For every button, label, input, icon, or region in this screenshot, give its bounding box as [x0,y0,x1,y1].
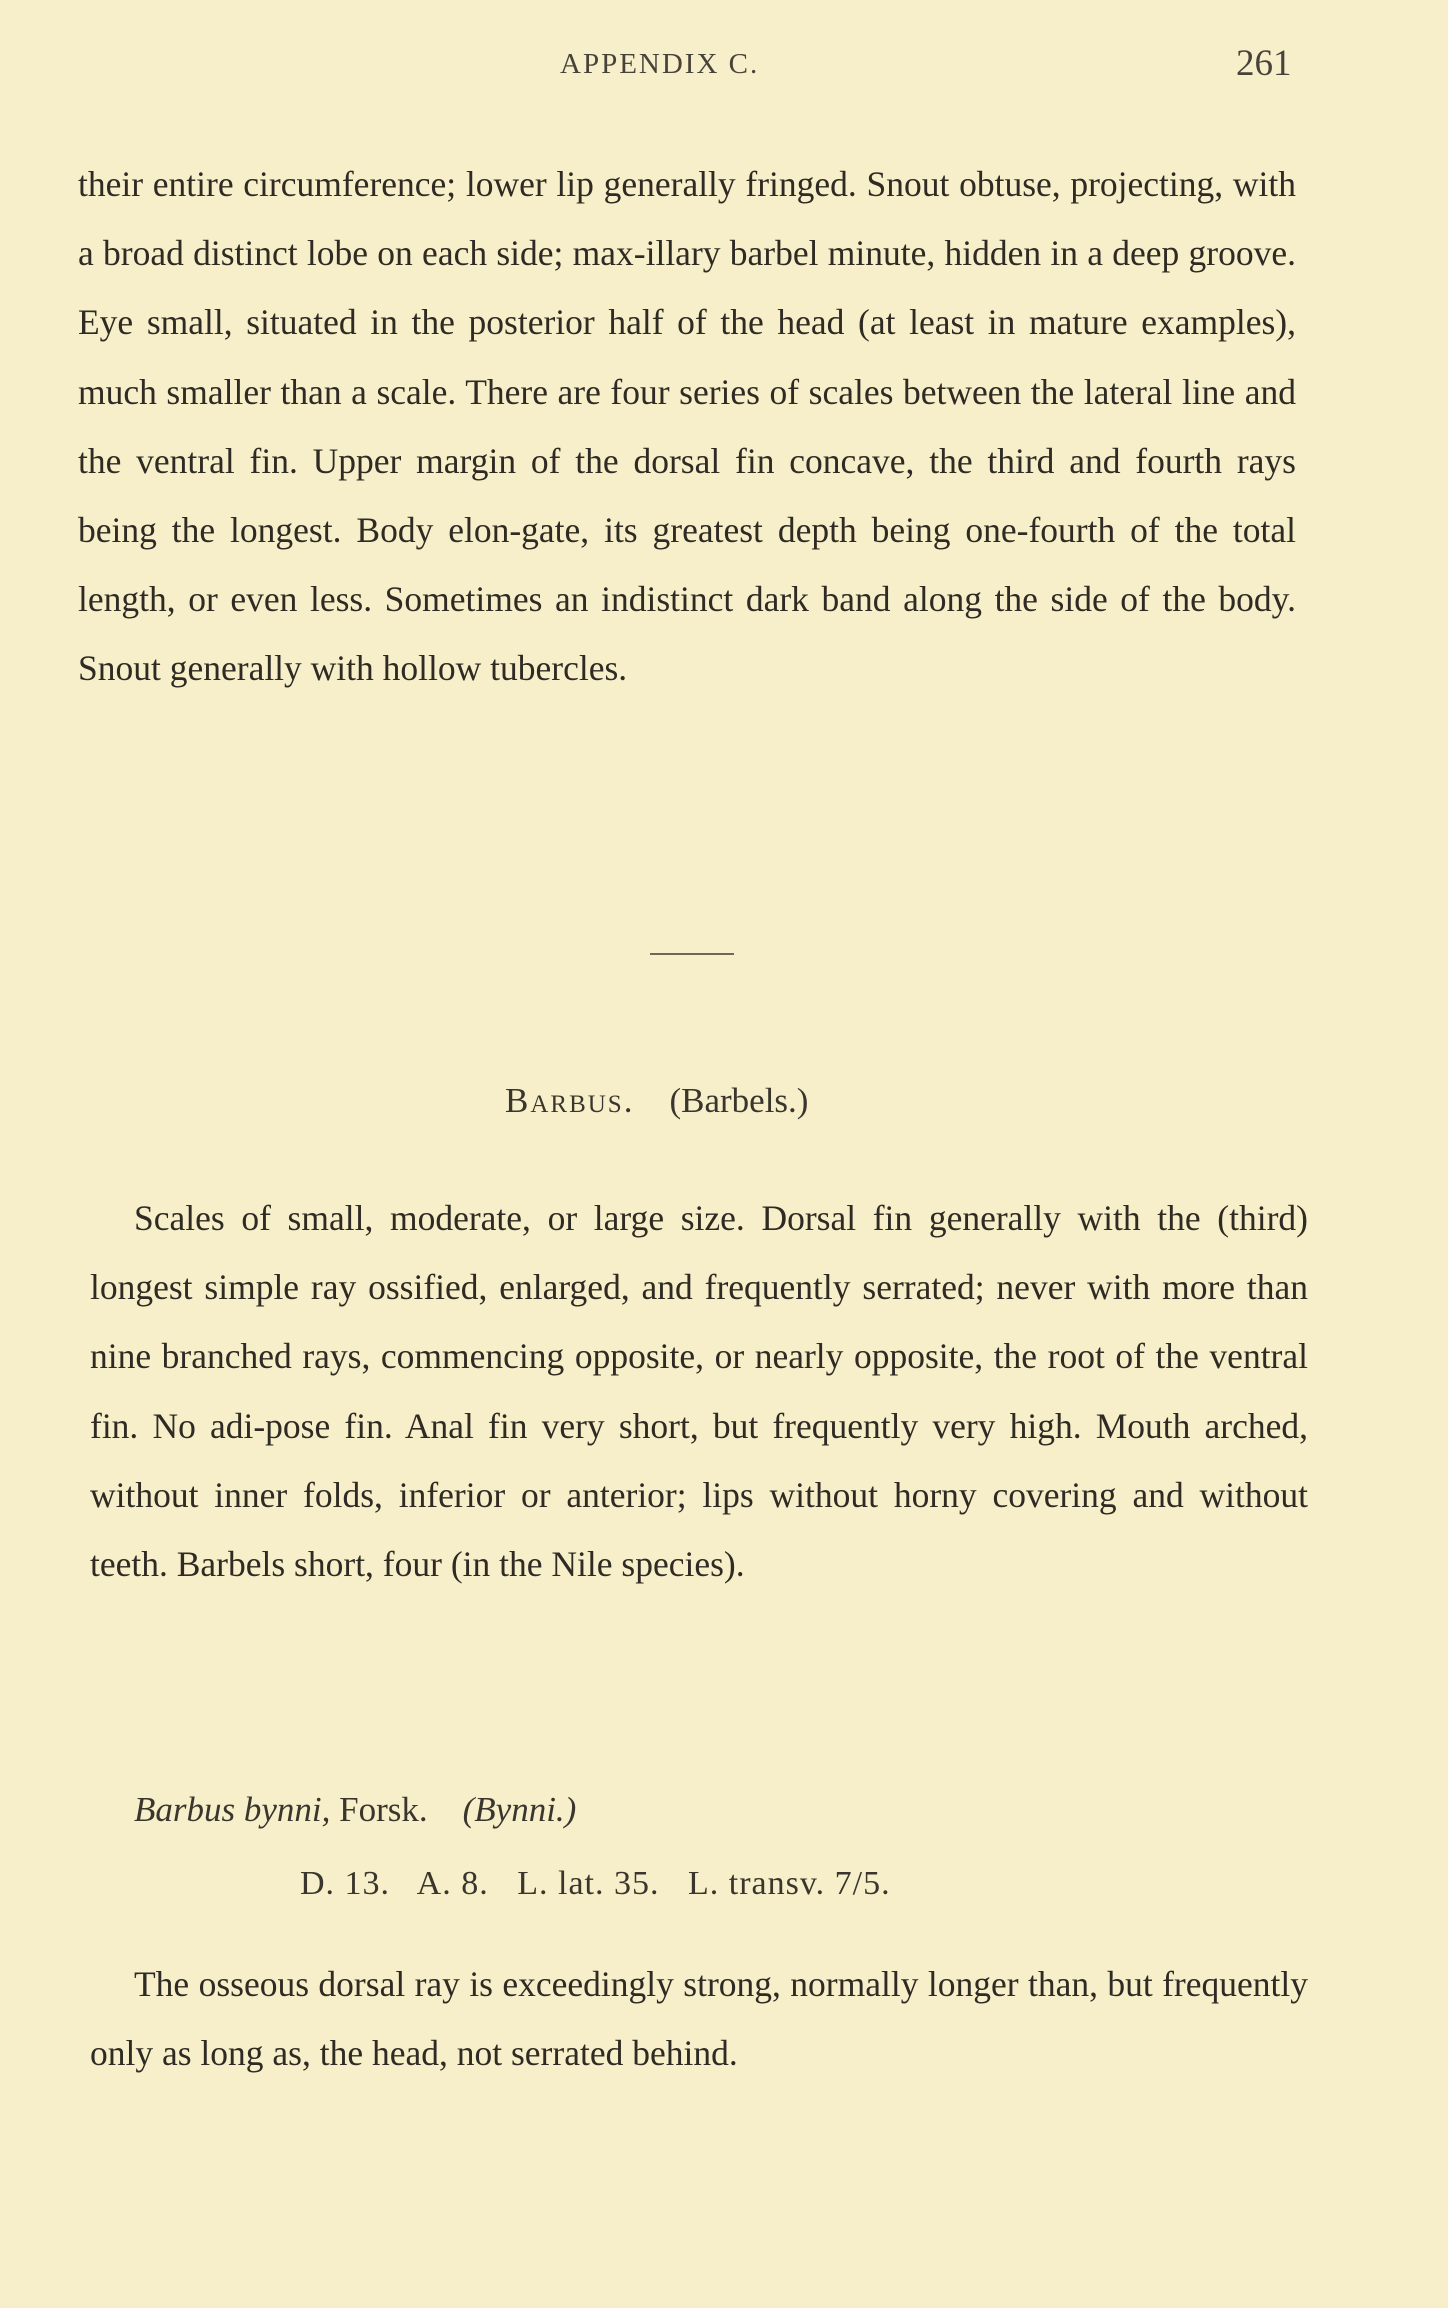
genus-description: Scales of small, moderate, or large size. Dorsal fin generally with the (third) longest simple ray ossified, enlarged, and frequently serrated; never with more than nine branched rays, commencing opposite, or nearly opposite, the root of the ventral fin. No adi-pose fin. Anal fin very short, but frequently very high. Mouth arched, without inner folds, inferior or anterior; lips without horny covering and without teeth. Barbels short, four (in the Nile species). [90,1198,1308,1585]
continued-paragraph: their entire circumference; lower lip generally fringed. Snout obtuse, projecting, with a broad distinct lobe on each side; max-illary barbel minute, hidden in a deep groove. Eye small, situated in the posterior half of the head (at least in mature examples), much smaller than a scale. There are four series of scales between the lateral line and the ventral fin. Upper margin of the dorsal fin concave, the third and fourth rays being the longest. Body elon-gate, its greatest depth being one-fourth of the total length, or even less. Sometimes an indistinct dark band along the side of the body. Snout generally with hollow tubercles. [78,164,1296,689]
running-head: APPENDIX C. [560,48,760,80]
section-heading [505,1081,808,1121]
section-divider [650,953,734,955]
fin-formula [300,1865,891,1903]
genus-name: Barbus. [505,1081,635,1120]
page-number: 261 [1236,43,1292,84]
species-heading [134,1790,576,1830]
genus-common-name: (Barbels.) [669,1081,809,1120]
species-description: The osseous dorsal ray is exceedingly strong, normally longer than, but frequently only as long as, the head, not serrated behind. [90,1964,1308,2074]
species-author: Forsk. [339,1790,428,1829]
page-header [0,43,1448,98]
fin-formula-text: D. 13. A. 8. L. lat. 35. L. transv. 7/5. [300,1865,891,1902]
species-name: Barbus bynni, [134,1790,331,1829]
species-common-name: (Bynni.) [462,1790,577,1829]
